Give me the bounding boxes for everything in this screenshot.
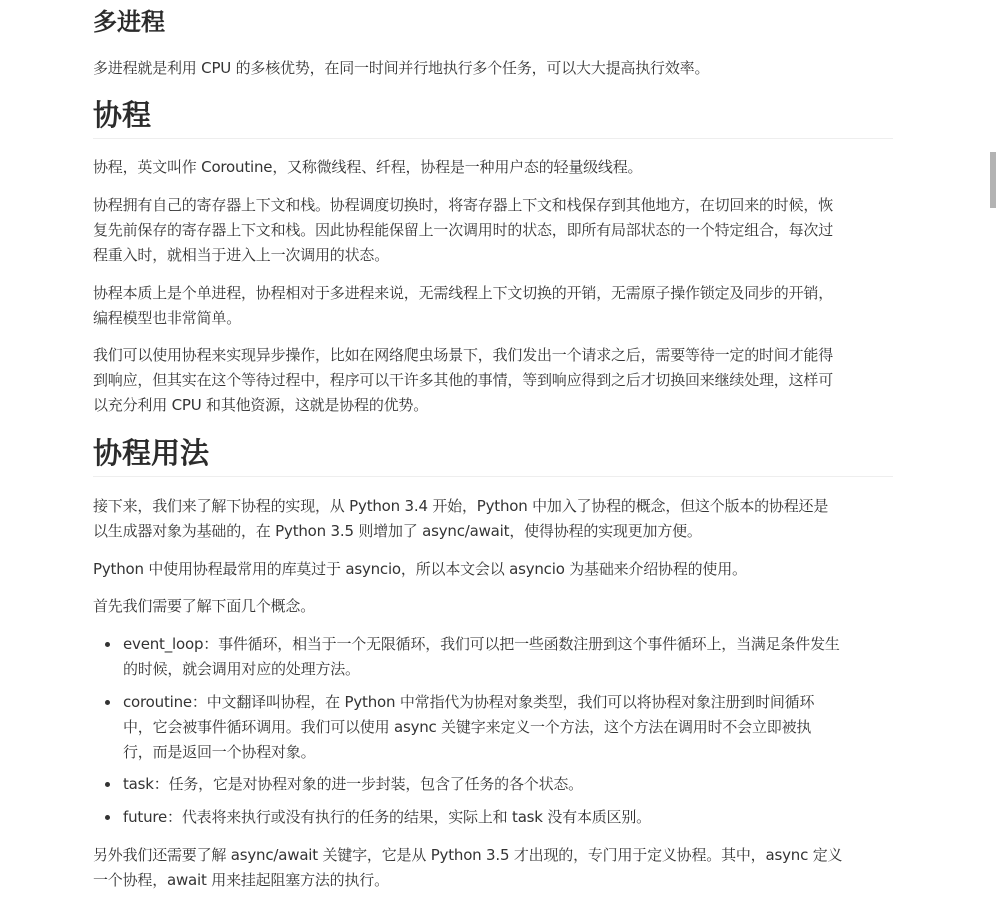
paragraph-line: 我们可以使用协程来实现异步操作，比如在网络爬虫场景下，我们发出一个请求之后，需要等待一定的时间才能得: [93, 346, 834, 364]
paragraph: [93, 193, 893, 268]
paragraph-line: 协程，英文叫作 Coroutine，又称微线程、纤程，协程是一种用户态的轻量级线程。: [93, 158, 643, 176]
paragraph-line: 以生成器对象为基础的，在 Python 3.5 则增加了 async/await，使得协程的实现更加方便。: [93, 522, 702, 540]
paragraph-line: 一个协程，await 用来挂起阻塞方法的执行。: [93, 871, 389, 889]
list-item-line: 中，它会被事件循环调用。我们可以使用 async 关键字来定义一个方法，这个方法在调用时不会立即被执: [123, 718, 812, 736]
paragraph: [93, 594, 893, 619]
scrollbar-thumb[interactable]: [990, 152, 996, 208]
paragraph: [93, 494, 893, 544]
bullet-icon: [105, 815, 110, 820]
paragraph-line: Python 中使用协程最常用的库莫过于 asyncio，所以本文会以 asyncio 为基础来介绍协程的使用。: [93, 560, 747, 578]
list-item-line: 行，而是返回一个协程对象。: [123, 743, 316, 761]
paragraph: [93, 155, 893, 180]
heading-coroutine: 协程: [93, 95, 893, 139]
paragraph-line: 多进程就是利用 CPU 的多核优势，在同一时间并行地执行多个任务，可以大大提高执行效率。: [93, 59, 710, 77]
paragraph-line: 协程本质上是个单进程，协程相对于多进程来说，无需线程上下文切换的开销，无需原子操作锁定及同步的开销，: [93, 284, 834, 302]
list-item-line: event_loop：事件循环，相当于一个无限循环，我们可以把一些函数注册到这个事件循环上，当满足条件发生: [123, 635, 840, 653]
paragraph: [93, 557, 893, 582]
heading-coroutine-usage: 协程用法: [93, 433, 893, 477]
list-item-line: coroutine：中文翻译叫协程，在 Python 中常指代为协程对象类型，我们可以将协程对象注册到时间循环: [123, 693, 815, 711]
paragraph-line: 到响应，但其实在这个等待过程中，程序可以干许多其他的事情，等到响应得到之后才切换回来继续处理，这样可: [93, 371, 834, 389]
paragraph: [93, 843, 893, 893]
paragraph-line: 编程模型也非常简单。: [93, 309, 242, 327]
list-item-line: task：任务，它是对协程对象的进一步封装，包含了任务的各个状态。: [123, 775, 583, 793]
paragraph-line: 首先我们需要了解下面几个概念。: [93, 597, 316, 615]
paragraph-line: 以充分利用 CPU 和其他资源，这就是协程的优势。: [93, 396, 429, 414]
paragraph-line: 接下来，我们来了解下协程的实现，从 Python 3.4 开始，Python 中加入了协程的概念，但这个版本的协程还是: [93, 497, 829, 515]
paragraph: [93, 56, 893, 81]
paragraph-line: 程重入时，就相当于进入上一次调用的状态。: [93, 246, 390, 264]
paragraph-line: 协程拥有自己的寄存器上下文和栈。协程调度切换时，将寄存器上下文和栈保存到其他地方，在切回来的时候，恢: [93, 196, 834, 214]
paragraph: [93, 343, 893, 418]
paragraph-line: 另外我们还需要了解 async/await 关键字，它是从 Python 3.5 才出现的，专门用于定义协程。其中，async 定义: [93, 846, 843, 864]
bullet-icon: [105, 642, 110, 647]
bullet-icon: [105, 700, 110, 705]
list-item-line: 的时候，就会调用对应的处理方法。: [123, 660, 360, 678]
list-item-line: future：代表将来执行或没有执行的任务的结果，实际上和 task 没有本质区别。: [123, 808, 651, 826]
paragraph: [93, 281, 893, 331]
bullet-icon: [105, 782, 110, 787]
paragraph-line: 复先前保存的寄存器上下文和栈。因此协程能保留上一次调用时的状态，即所有局部状态的一个特定组合，每次过: [93, 221, 834, 239]
heading-multiprocess: 多进程: [93, 8, 165, 36]
